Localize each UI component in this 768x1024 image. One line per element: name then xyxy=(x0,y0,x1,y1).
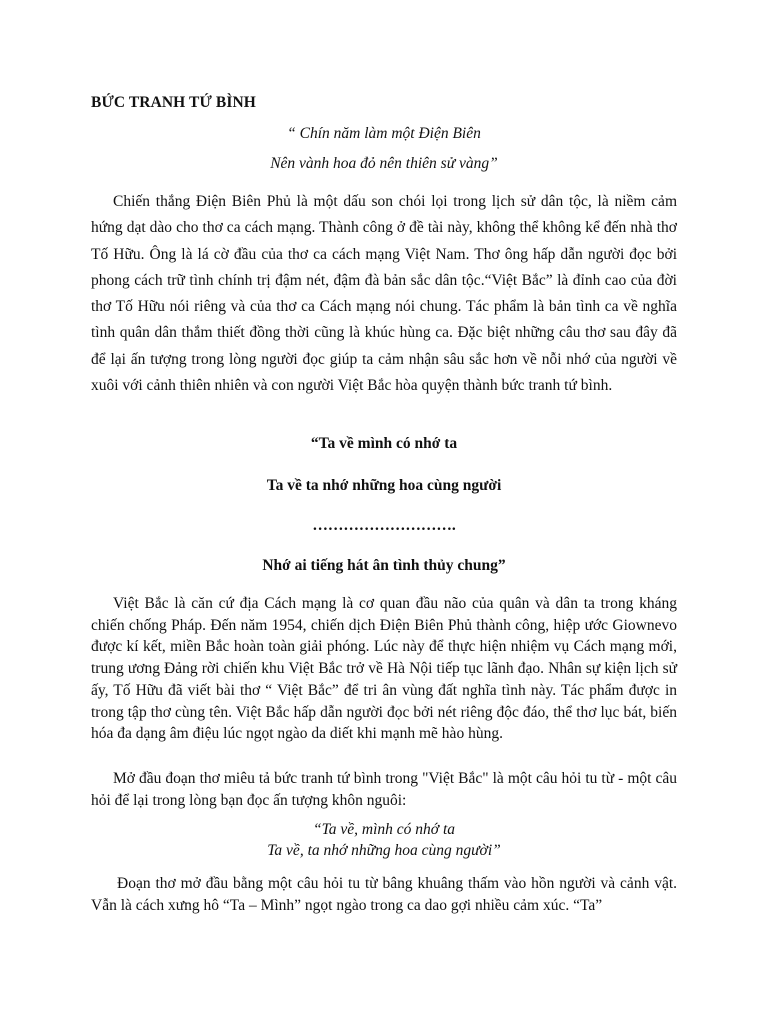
verse-ellipsis: ………………………. xyxy=(312,517,456,534)
quote-line-2: Ta về, ta nhớ những hoa cùng người” xyxy=(267,842,501,859)
epigraph-line-1: “ Chín năm làm một Điện Biên xyxy=(287,125,481,142)
document-title: BỨC TRANH TỨ BÌNH xyxy=(91,94,256,111)
paragraph-opening: Mở đầu đoạn thơ miêu tả bức tranh tứ bình trong "Việt Bắc" là một câu hỏi tu từ - một câu hỏi để lại trong lòng bạn đọc ấn tượng khôn nguôi: xyxy=(91,770,677,809)
paragraph-context: Việt Bắc là căn cứ địa Cách mạng là cơ quan đầu não của quân và dân ta trong kháng chiến chống Pháp. Đến năm 1954, chiến dịch Điện Biên Phủ thành công, hiệp ước Giownevo được kí kết, miền Bắc hoàn toàn giải phóng. Lúc này để thực hiện nhiệm vụ Cách mạng mới, trung ương Đảng rời chiến khu Việt Bắc trở về Hà Nội tiếp tục lãnh đạo. Nhân sự kiện lịch sử ấy, Tố Hữu đã viết bài thơ “ Việt Bắc” để tri ân vùng đất nghĩa tình này. Tác phẩm được in trong tập thơ cùng tên. Việt Bắc hấp dẫn người đọc bởi nét riêng độc đáo, thể thơ lục bát, biến hóa đa dạng âm điệu lúc ngọt ngào da diết khi mạnh mẽ hào hùng. xyxy=(91,595,677,743)
verse-line-1: “Ta về mình có nhớ ta xyxy=(310,435,458,452)
quote-line-1: “Ta về, mình có nhớ ta xyxy=(312,821,456,838)
paragraph-analysis: Đoạn thơ mở đầu bằng một câu hỏi tu từ bâng khuâng thấm vào hồn người và cảnh vật. Vẫn là cách xưng hô “Ta – Mình” ngọt ngào trong ca dao gợi nhiều cảm xúc. “Ta” xyxy=(91,875,677,914)
epigraph-line-2: Nên vành hoa đỏ nên thiên sử vàng” xyxy=(270,155,498,172)
verse-line-4: Nhớ ai tiếng hát ân tình thủy chung” xyxy=(262,557,506,574)
paragraph-intro: Chiến thắng Điện Biên Phủ là một dấu son chói lọi trong lịch sử dân tộc, là niềm cảm hứng dạt dào cho thơ ca cách mạng. Thành công ở đề tài này, không thể không kể đến nhà thơ Tố Hữu. Ông là lá cờ đầu của thơ ca cách mạng Việt Nam. Thơ ông hấp dẫn người đọc bởi phong cách trữ tình chính trị đậm nét, đậm đà bản sắc dân tộc.“Việt Bắc” là đỉnh cao của đời thơ Tố Hữu nói riêng và của thơ ca Cách mạng nói chung. Tác phẩm là bản tình ca về nghĩa tình quân dân thắm thiết đồng thời cũng là khúc hùng ca. Đặc biệt những câu thơ sau đây đã để lại ấn tượng trong lòng người đọc giúp ta cảm nhận sâu sắc hơn về nỗi nhớ của người về xuôi với cảnh thiên nhiên và con người Việt Bắc hòa quyện thành bức tranh tứ bình. xyxy=(91,193,677,395)
verse-line-2: Ta về ta nhớ những hoa cùng người xyxy=(266,477,502,494)
